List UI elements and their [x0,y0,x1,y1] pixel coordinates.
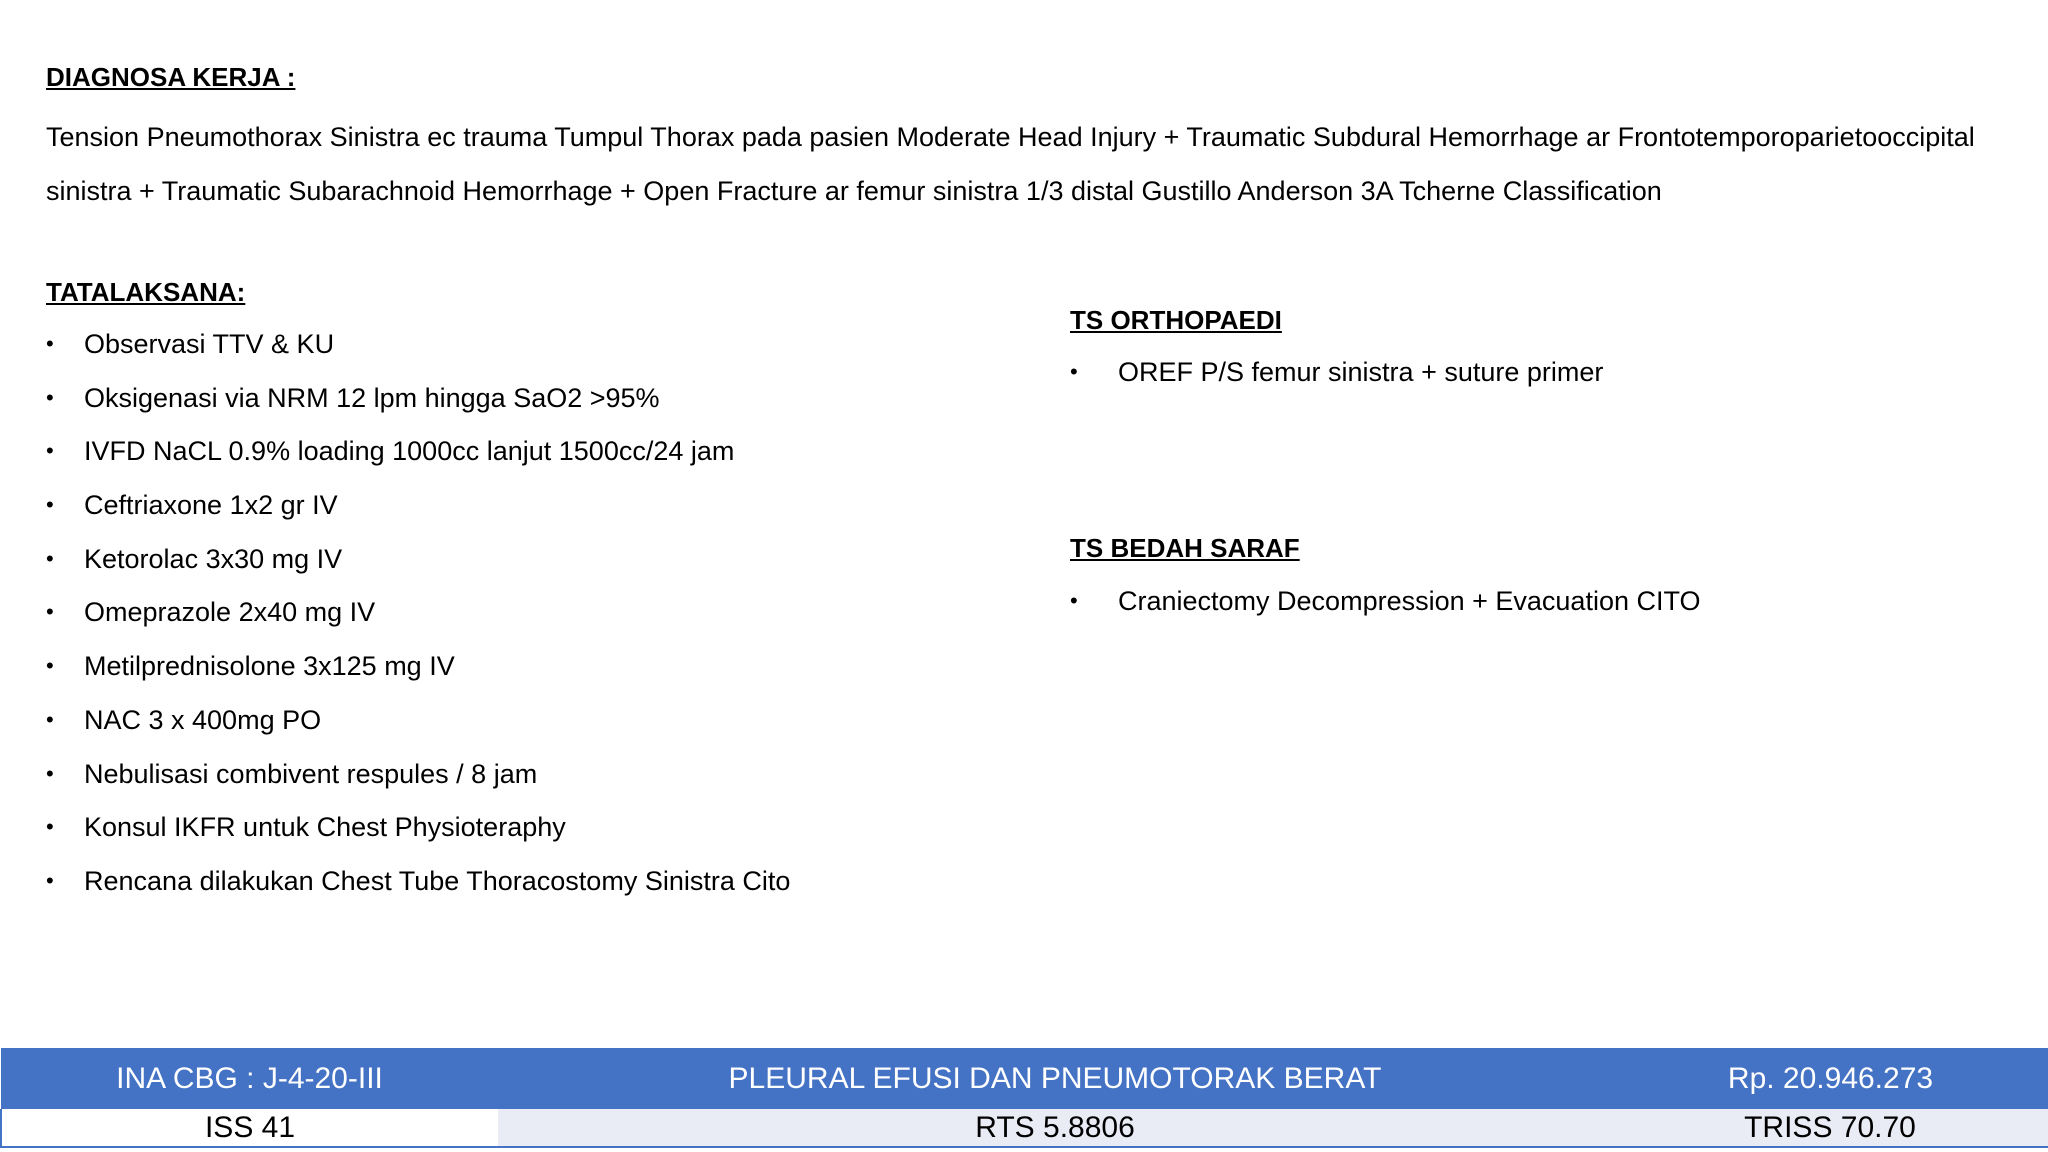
diagnosis-group: PLEURAL EFUSI DAN PNEUMOTORAK BERAT [498,1048,1612,1109]
bullet-icon: • [1070,588,1078,613]
bullet-icon: • [46,653,54,679]
ina-cbg-table [0,1048,2048,1148]
bullet-icon: • [46,492,54,518]
table-header-row [1,1048,2048,1109]
bullet-icon: • [46,814,54,840]
bullet-icon: • [46,760,54,786]
iss-score: ISS 41 [1,1109,498,1147]
bullet-icon: • [46,384,54,410]
bullet-icon: • [46,706,54,732]
bullet-icon: • [46,545,54,571]
table-row [1,1109,2048,1147]
ina-cbg-code: INA CBG : J-4-20-III [1,1048,498,1109]
tatalaksana-heading: TATALAKSANA: [46,277,246,307]
ts-orthopaedi-heading: TS ORTHOPAEDI [1070,305,1282,335]
triss-score: TRISS 70.70 [1612,1109,2048,1147]
diagnosa-heading: DIAGNOSA KERJA : [46,62,296,92]
cost-value: Rp. 20.946.273 [1612,1048,2048,1109]
bullet-icon: • [46,438,54,464]
ts-bedah-saraf-heading: TS BEDAH SARAF [1070,533,1300,563]
bullet-icon: • [46,599,54,625]
bullet-icon: • [1070,359,1078,384]
rts-score: RTS 5.8806 [498,1109,1612,1147]
bullet-icon: • [46,867,54,893]
diagnosa-text: Tension Pneumothorax Sinistra ec trauma Tumpul Thorax pada pasien Moderate Head Injury + Traumatic Subdural Hemorrhage ar Frontotemporoparietooccipital sinistra + Traumatic Subarachnoid Hemorrhage + Open Fracture ar femur sinistra 1/3 distal Gustillo Anderson 3A Tcherne Classification [46,122,1975,206]
bullet-icon: • [46,331,54,356]
